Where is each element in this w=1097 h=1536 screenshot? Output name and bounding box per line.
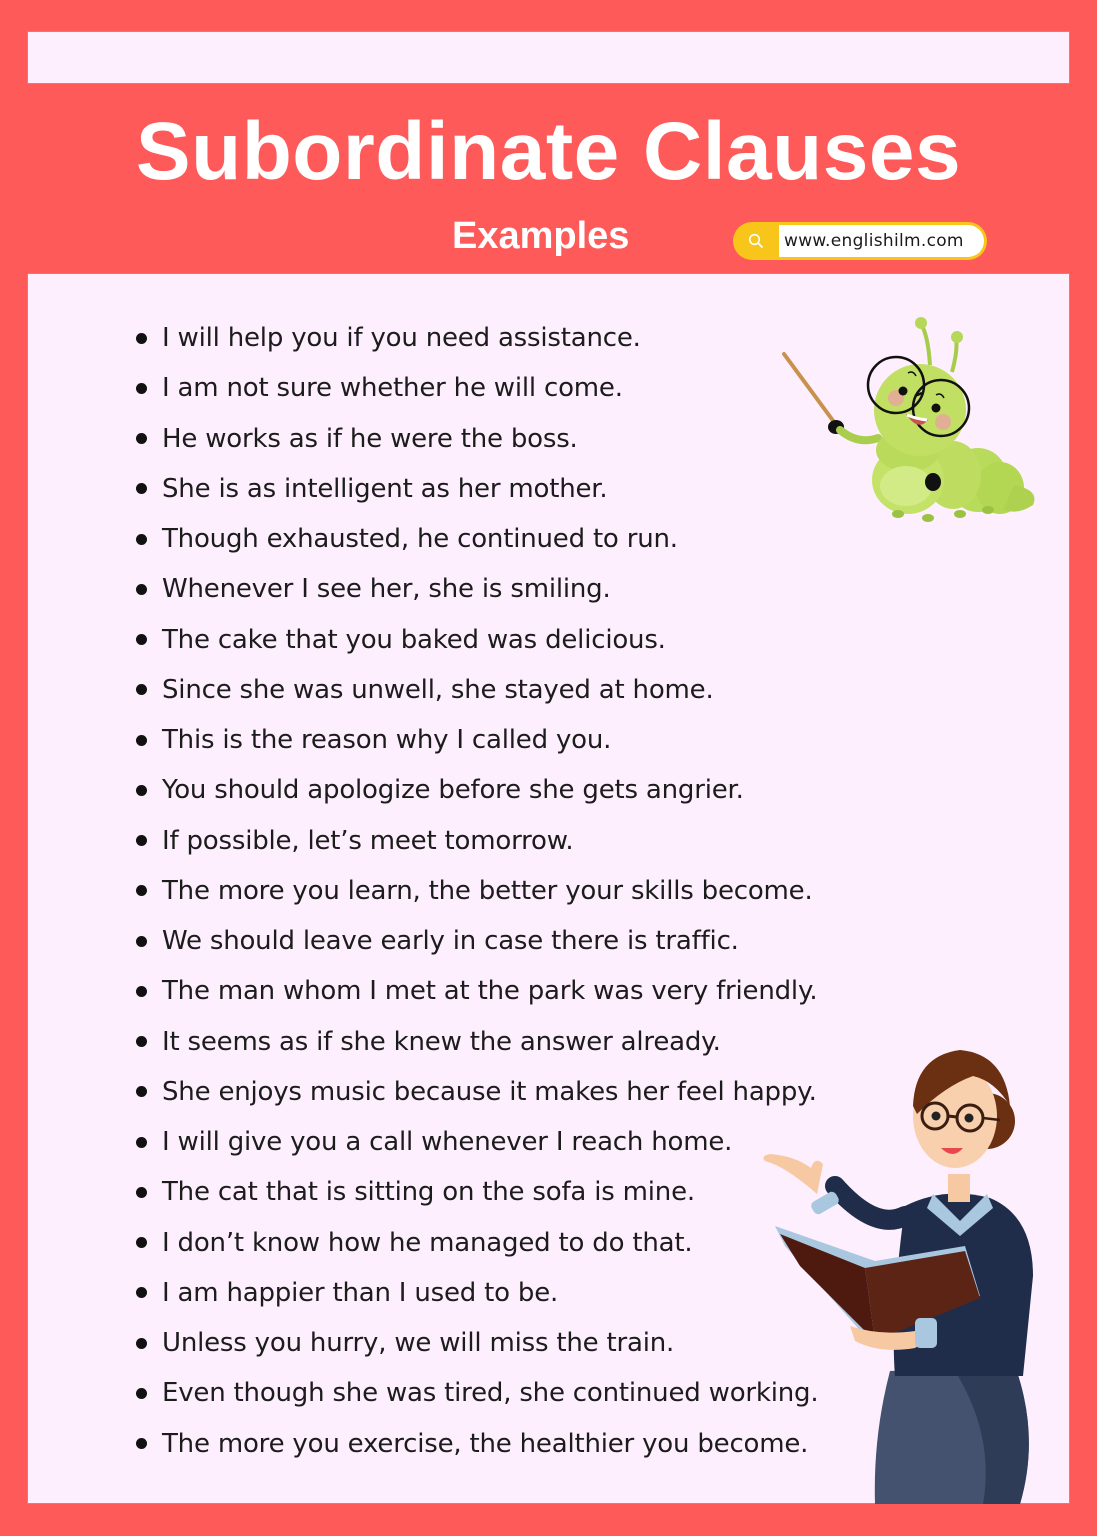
example-sentence: If possible, let’s meet tomorrow. [162,825,574,856]
bullet-icon [136,1086,147,1097]
example-sentence: The cake that you baked was delicious. [162,624,666,655]
bullet-icon [136,684,147,695]
bullet-icon [136,936,147,947]
example-sentence: Since she was unwell, she stayed at home. [162,674,714,705]
example-sentence: You should apologize before she gets angrier. [162,775,744,806]
example-sentence: Whenever I see her, she is smiling. [162,574,611,605]
list-item [130,313,818,363]
list-item [130,1067,818,1117]
example-sentence: We should leave early in case there is traffic. [162,926,739,957]
list-item [130,414,818,464]
list-item [130,1218,818,1268]
website-badge[interactable] [733,222,987,260]
teacher-illustration [755,1036,1045,1504]
example-sentence: The cat that is sitting on the sofa is mine. [162,1177,695,1208]
list-item [130,665,818,715]
list-item [130,765,818,815]
bullet-icon [136,885,147,896]
list-item [130,1318,818,1368]
list-item [130,966,818,1016]
website-url[interactable]: www.englishilm.com [779,225,984,257]
example-sentence: I am not sure whether he will come. [162,373,623,404]
page-subtitle: Examples [452,215,630,257]
page-title: Subordinate Clauses [135,106,962,197]
example-sentence: Even though she was tired, she continued working. [162,1378,819,1409]
list-item [130,464,818,514]
bullet-icon [136,1137,147,1148]
caterpillar-illustration [778,310,1040,525]
bullet-icon [136,433,147,444]
list-item [130,1368,818,1418]
bullet-icon [136,1187,147,1198]
example-sentence: The man whom I met at the park was very friendly. [162,976,818,1007]
example-sentence: He works as if he were the boss. [162,423,578,454]
example-sentence: Unless you hurry, we will miss the train. [162,1328,675,1359]
examples-list [130,313,818,1469]
bullet-icon [136,634,147,645]
top-banner-strip [28,32,1069,83]
bullet-icon [136,735,147,746]
example-sentence: I don’t know how he managed to do that. [162,1227,693,1258]
example-sentence: The more you learn, the better your skills become. [162,875,813,906]
bullet-icon [136,1287,147,1298]
list-item [130,564,818,614]
bullet-icon [136,785,147,796]
example-sentence: I will give you a call whenever I reach home. [162,1127,733,1158]
list-item [130,866,818,916]
list-item [130,514,818,564]
list-item [130,363,818,413]
list-item [130,615,818,665]
list-item [130,1268,818,1318]
example-sentence: The more you exercise, the healthier you become. [162,1428,809,1459]
list-item [130,715,818,765]
bullet-icon [136,986,147,997]
bullet-icon [136,1438,147,1449]
list-item [130,1017,818,1067]
example-sentence: Though exhausted, he continued to run. [162,524,678,555]
bullet-icon [136,333,147,344]
list-item [130,1117,818,1167]
bullet-icon [136,1237,147,1248]
bullet-icon [136,584,147,595]
bullet-icon [136,835,147,846]
example-sentence: I will help you if you need assistance. [162,323,641,354]
example-sentence: I am happier than I used to be. [162,1277,559,1308]
example-sentence: This is the reason why I called you. [162,725,612,756]
list-item [130,916,818,966]
pointer-stick-icon [784,354,844,434]
list-item [130,1167,818,1217]
list-item [130,816,818,866]
bullet-icon [136,483,147,494]
search-icon [733,222,779,260]
bullet-icon [136,1036,147,1047]
bullet-icon [136,1388,147,1399]
bullet-icon [136,383,147,394]
example-sentence: It seems as if she knew the answer already. [162,1026,721,1057]
example-sentence: She enjoys music because it makes her feel happy. [162,1076,817,1107]
example-sentence: She is as intelligent as her mother. [162,473,608,504]
list-item [130,1419,818,1469]
bullet-icon [136,534,147,545]
bullet-icon [136,1338,147,1349]
